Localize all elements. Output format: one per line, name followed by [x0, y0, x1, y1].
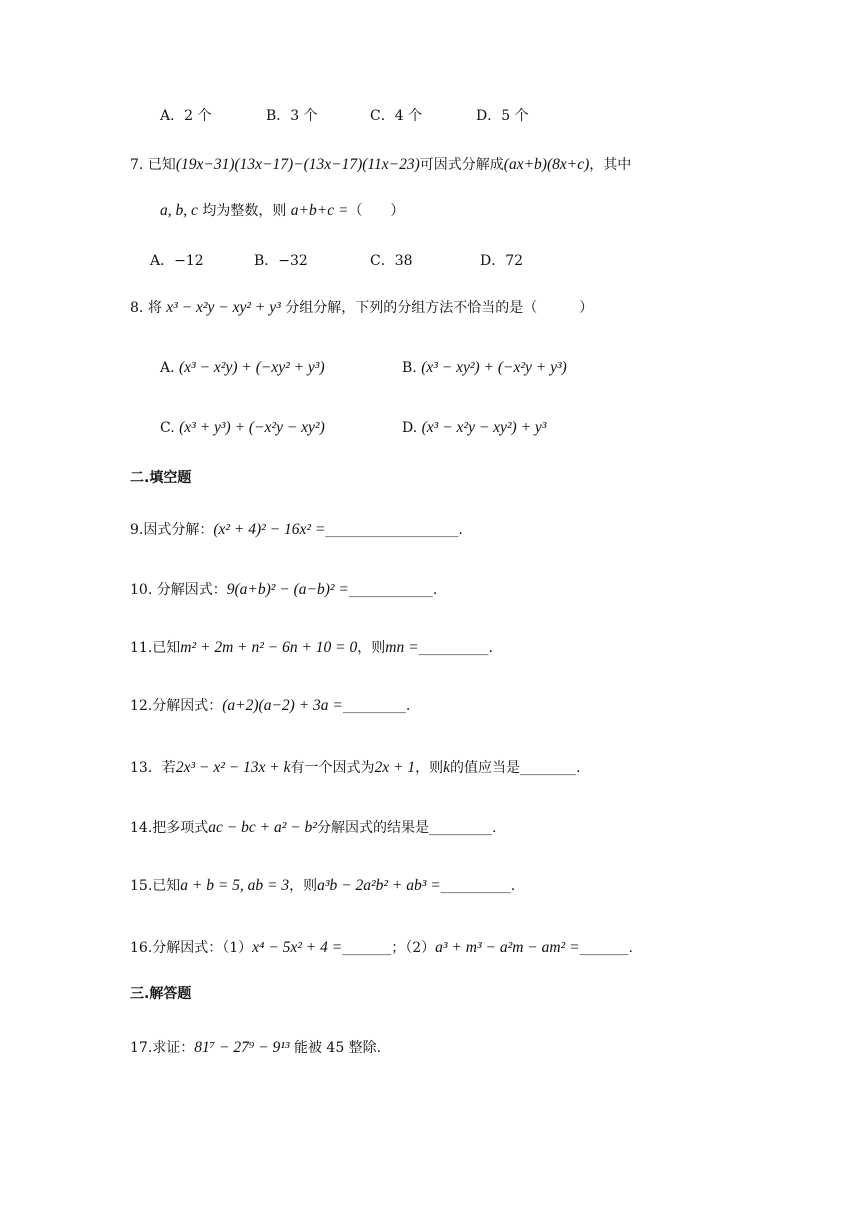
q7-line2 — [160, 201, 404, 221]
q15: 15.已知a + b = 5, ab = 3，则a³b − 2a²b² + ab³ =__________. — [130, 877, 516, 894]
q16: 16.分解因式：（1）x⁴ − 5x² + 4 =_______；（2）a³ + m³ − a²m − am² =_______. — [130, 939, 633, 956]
q7-pre: 已知 — [147, 157, 176, 173]
q8-pre: 将 — [147, 300, 162, 316]
q7-option-a: A．−12 — [150, 253, 204, 269]
q7-expr: (19x−31)(13x−17)−(13x−17)(11x−23) — [175, 156, 420, 173]
q8-option-d: D. (x³ − x²y − xy²) + y³ — [402, 419, 547, 436]
q17: 17.求证：81⁷ − 27⁹ − 9¹³ 能被 45 整除. — [130, 1039, 382, 1056]
q13-expr3: k — [443, 759, 451, 776]
q11-blank: __________ — [418, 640, 489, 656]
q13-expr2: 2x + 1 — [374, 759, 416, 776]
q17-expr: 81⁷ − 27⁹ − 9¹³ — [194, 1039, 290, 1056]
q8-option-b: B. (x³ − xy²) + (−x²y + y³) — [402, 359, 567, 376]
q7-line1 — [130, 155, 631, 175]
q12: 12.分解因式：(a+2)(a−2) + 3a =_________. — [130, 697, 411, 714]
q16-expr: x⁴ − 5x² + 4 = — [252, 939, 343, 956]
q8-option-c-expr: (x³ + y³) + (−x²y − xy²) — [179, 419, 325, 436]
q10-expr: 9(a+b)² − (a−b)² = — [226, 581, 349, 598]
q9: 9.因式分解：(x² + 4)² − 16x² =___________________. — [130, 521, 463, 538]
q8-post: 分组分解，下列的分组方法不恰当的是（ ） — [285, 300, 594, 316]
q16-expr2: a³ + m³ − a²m − am² = — [435, 939, 580, 956]
q8-stem — [130, 298, 593, 318]
q6-option-b: B．3 个 — [266, 108, 318, 124]
q14-blank: _________ — [428, 820, 492, 836]
q7-factor: (ax+b)(8x+c) — [503, 156, 590, 173]
q12-expr: (a+2)(a−2) + 3a = — [222, 697, 343, 714]
q16-blank1: _______ — [342, 940, 392, 956]
q6-option-d: D．5 个 — [476, 108, 529, 124]
section-3-heading: 三.解答题 — [130, 986, 192, 1002]
q9-expr: (x² + 4)² − 16x² = — [213, 521, 326, 538]
q8-option-d-expr: (x³ − x²y − xy²) + y³ — [421, 419, 547, 436]
section-2-heading: 二.填空题 — [130, 470, 192, 486]
q8-option-c: C. (x³ + y³) + (−x²y − xy²) — [160, 419, 325, 436]
q15-expr: a + b = 5, ab = 3 — [180, 877, 290, 894]
q16-blank2: _______ — [579, 940, 629, 956]
q9-blank: ___________________ — [325, 522, 459, 538]
q11-expr: m² + 2m + n² − 6n + 10 = 0 — [180, 639, 358, 656]
q15-expr2: a³b − 2a²b² + ab³ = — [317, 877, 441, 894]
q8-expr: x³ − x²y − xy² + y³ — [166, 299, 281, 316]
q7-number: 7. — [130, 157, 144, 173]
q7-vars: a, b, c — [160, 202, 198, 219]
q15-blank: __________ — [440, 878, 511, 894]
q6-option-c: C．4 个 — [370, 108, 423, 124]
q8-option-b-expr: (x³ − xy²) + (−x²y + y³) — [421, 359, 567, 376]
q7-mid: 可因式分解成 — [419, 157, 504, 173]
q8-number: 8. — [130, 300, 144, 316]
q7-post: ，其中 — [589, 157, 632, 173]
q7-option-d: D．72 — [480, 253, 524, 269]
q10-blank: ____________ — [348, 582, 433, 598]
q10: 10. 分解因式：9(a+b)² − (a−b)² =____________. — [130, 581, 438, 598]
q13-blank: ________ — [520, 760, 577, 776]
q11-expr2: mn = — [385, 639, 419, 656]
q6-options — [160, 106, 529, 126]
q6-option-a: A．2 个 — [160, 108, 212, 124]
q14-expr: ac − bc + a² − b² — [208, 819, 317, 836]
q11: 11.已知m² + 2m + n² − 6n + 10 = 0，则mn =__________. — [130, 639, 493, 656]
q7-blank: （ ） — [348, 203, 405, 219]
q8-option-a-expr: (x³ − x²y) + (−xy² + y³) — [179, 359, 325, 376]
q7-options — [150, 251, 523, 271]
q7-line2-text: 均为整数，则 — [202, 203, 287, 219]
q7-line2-expr: a+b+c = — [290, 202, 349, 219]
q13-expr: 2x³ − x² − 13x + k — [175, 759, 291, 776]
q13: 13．若2x³ − x² − 13x + k有一个因式为2x + 1，则k的值应当是________. — [130, 759, 581, 776]
q12-blank: _________ — [342, 698, 406, 714]
q8-option-a: A. (x³ − x²y) + (−xy² + y³) — [160, 359, 325, 376]
q7-option-c: C．38 — [370, 253, 413, 269]
q7-option-b: B．−32 — [254, 253, 308, 269]
q14: 14.把多项式ac − bc + a² − b²分解因式的结果是_________. — [130, 819, 497, 836]
